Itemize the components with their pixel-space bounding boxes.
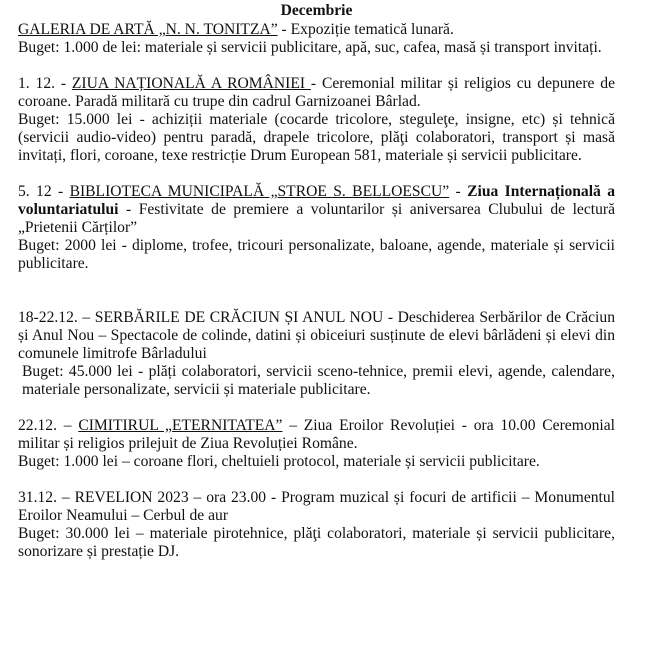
event-description: Ceremonial militar și religios cu depunere de coroane. Paradă militară cu trupe din cadrul Garnizoanei Bârlad.	[18, 75, 615, 110]
event-cimitirul-eternitatea	[18, 417, 615, 471]
event-description: SERBĂRILE DE CRĂCIUN ȘI ANUL NOU - Deschiderea Serbărilor de Crăciun și Anul Nou – Spectacole de colinde, datini și obiceiuri susținute de elevi bârlădeni și elevi din comunele limitrofe Bârladului	[18, 309, 615, 362]
event-description: REVELION 2023 – ora 23.00 - Program muzical și focuri de artificii – Monumentul Eroilor Neamului – Cerbul de aur	[18, 489, 615, 524]
event-venue: BIBLIOTECA MUNICIPALĂ „STROE S. BELLOESCU”	[69, 183, 450, 200]
event-venue: ZIUA NAȚIONALĂ A ROMÂNIEI	[71, 75, 311, 92]
event-heading	[18, 309, 615, 363]
event-heading	[18, 21, 615, 39]
event-heading	[18, 417, 615, 453]
event-description: Expoziție tematică lunară.	[290, 21, 454, 38]
event-heading	[18, 183, 615, 237]
event-separator: -	[310, 75, 322, 92]
event-date: 1. 12. -	[18, 75, 72, 92]
event-galeria-tonitza	[18, 21, 615, 57]
event-date: 5. 12 -	[18, 183, 70, 200]
event-revelion	[18, 489, 615, 561]
spacer	[18, 165, 615, 183]
event-biblioteca-voluntariat	[18, 183, 615, 273]
event-separator: –	[282, 417, 304, 434]
spacer	[18, 399, 615, 417]
event-budget: Buget: 30.000 lei – materiale pirotehnice, plăţi colaboratori, materiale și servicii publicitare, sonorizare și prestație DJ.	[18, 525, 615, 560]
spacer	[18, 471, 615, 489]
event-venue: CIMITIRUL „ETERNITATEA”	[78, 417, 283, 434]
event-serbarile-craciun	[18, 309, 615, 399]
event-description: - Festivitate de premiere a voluntarilor și aniversarea Clubului de lectură „Prietenii Cărților”	[18, 201, 615, 236]
event-ziua-nationala	[18, 75, 615, 165]
event-heading	[18, 75, 615, 111]
spacer	[18, 273, 615, 309]
event-budget: Buget: 1.000 de lei: materiale și servicii publicitare, apă, suc, cafea, masă și transport invitați.	[18, 39, 602, 56]
event-budget: Buget: 45.000 lei - plăți colaboratori, servicii sceno-tehnice, premii elevi, agende, calendare, materiale personalizate, servicii și materiale publicitare.	[22, 363, 615, 398]
event-budget: Buget: 15.000 lei - achiziții materiale (cocarde tricolore, steguleţe, insigne, etc) și tehnică (servicii audio-video) pentru paradă, drapele tricolore, plăţi colaboratori, transport și masă invitați, flori, coroane, texe restricție Drum European 581, materiale și servicii publicitare.	[18, 111, 615, 164]
event-bold-title: Ziua Internațională a voluntariatului	[18, 183, 615, 218]
event-description: Ziua Eroilor Revoluției - ora 10.00 Ceremonial militar și religios prilejuit de Ziua Revoluției Române.	[18, 417, 615, 452]
event-separator: -	[277, 21, 291, 38]
event-date: 18-22.12. –	[18, 309, 95, 326]
month-heading: Decembrie	[280, 2, 353, 19]
event-venue: GALERIA DE ARTĂ „N. N. TONITZA”	[18, 21, 278, 38]
event-date: 31.12. –	[18, 489, 75, 506]
event-budget: Buget: 1.000 lei – coroane flori, cheltuieli protocol, materiale și servicii publicitare.	[18, 453, 540, 470]
event-date: 22.12. –	[18, 417, 79, 434]
event-separator: -	[449, 183, 468, 200]
event-budget: Buget: 2000 lei - diplome, trofee, tricouri personalizate, baloane, agende, materiale și servicii publicitare.	[18, 237, 615, 272]
spacer	[18, 57, 615, 75]
event-heading	[18, 489, 615, 525]
